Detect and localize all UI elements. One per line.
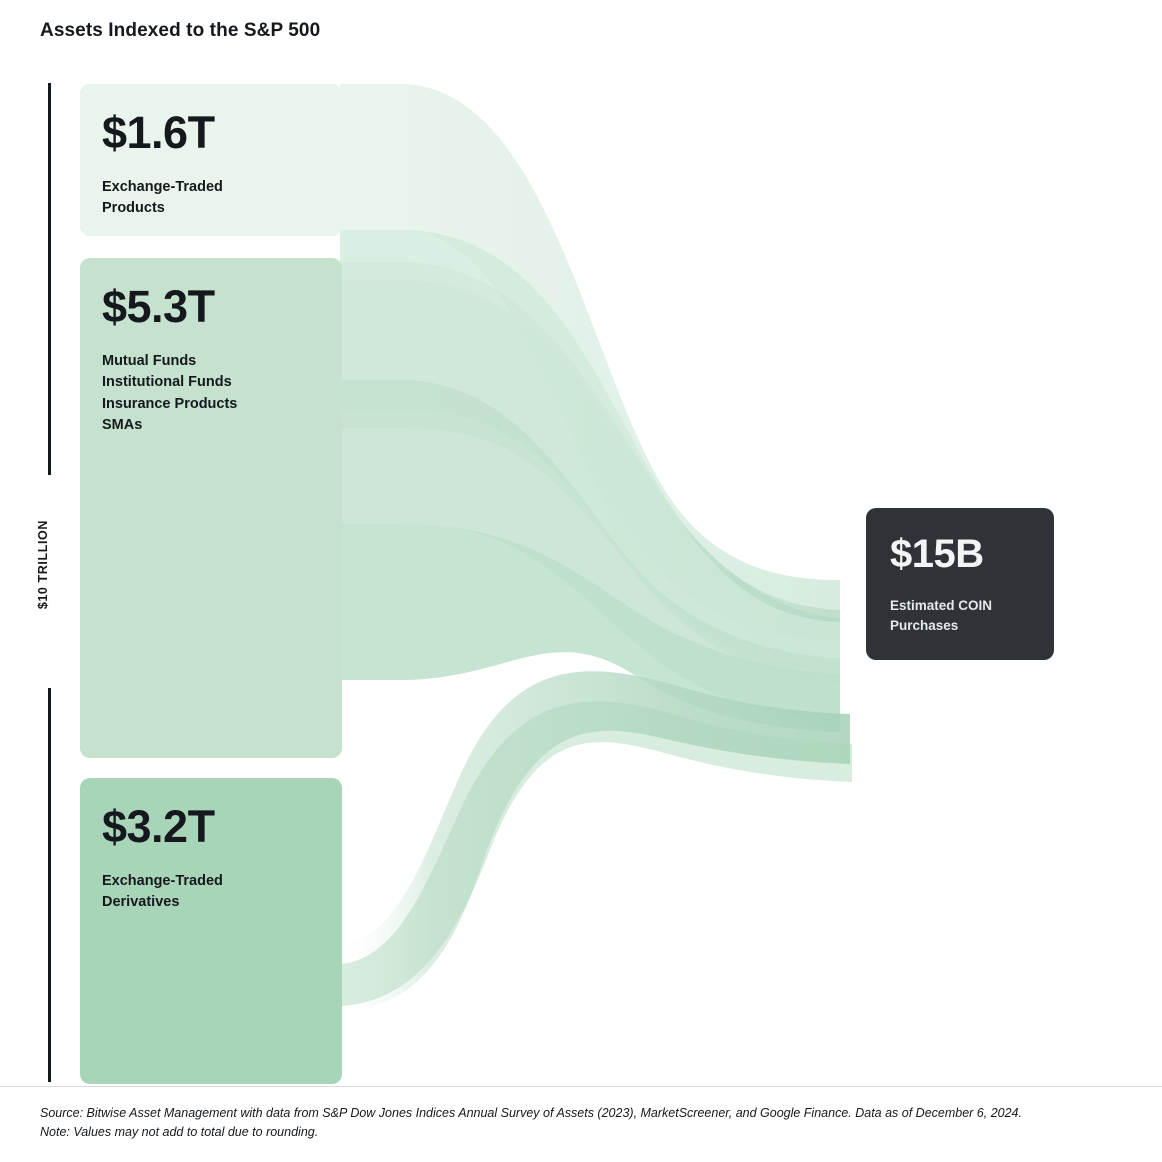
funds-label-line-2: Institutional Funds: [102, 374, 232, 391]
source-block-exchange-traded-derivatives[interactable]: [80, 778, 342, 1084]
etd-label-line-2: Derivatives: [102, 894, 180, 911]
axis-bracket-bottom: [48, 688, 51, 1082]
funds-value: $5.3T: [102, 281, 215, 332]
footer-source: Source: Bitwise Asset Management with data from S&P Dow Jones Indices Annual Survey of Assets (2023), MarketScreener, and Google Finance. Data as of December 6, 2024.: [40, 1106, 1022, 1120]
coin-label-line-2: Purchases: [890, 617, 959, 633]
axis-label: $10 TRILLION: [36, 520, 50, 610]
source-block-funds[interactable]: [80, 258, 342, 758]
page-title: Assets Indexed to the S&P 500: [40, 20, 321, 41]
etd-label-line-1: Exchange-Traded: [102, 873, 223, 889]
etd-value: $3.2T: [102, 801, 215, 852]
funds-label-line-4: SMAs: [102, 417, 143, 434]
coin-label-line-1: Estimated COIN: [890, 598, 993, 613]
etp-label-line-2: Products: [102, 200, 165, 217]
etp-label-line-1: Exchange-Traded: [102, 179, 223, 195]
funds-label-line-1: Mutual Funds: [102, 353, 197, 369]
footer: [0, 1086, 1162, 1162]
etp-value: $1.6T: [102, 107, 215, 158]
coin-value: $15B: [890, 532, 984, 576]
footer-note: Note: Values may not add to total due to rounding.: [40, 1125, 319, 1140]
axis-bracket-top: [48, 83, 51, 475]
sankey-flow-ribbons: [340, 80, 900, 1085]
source-block-exchange-traded-products[interactable]: [80, 84, 342, 236]
funds-label-line-3: Insurance Products: [102, 395, 238, 412]
destination-block-coin-purchases[interactable]: [866, 508, 1054, 660]
